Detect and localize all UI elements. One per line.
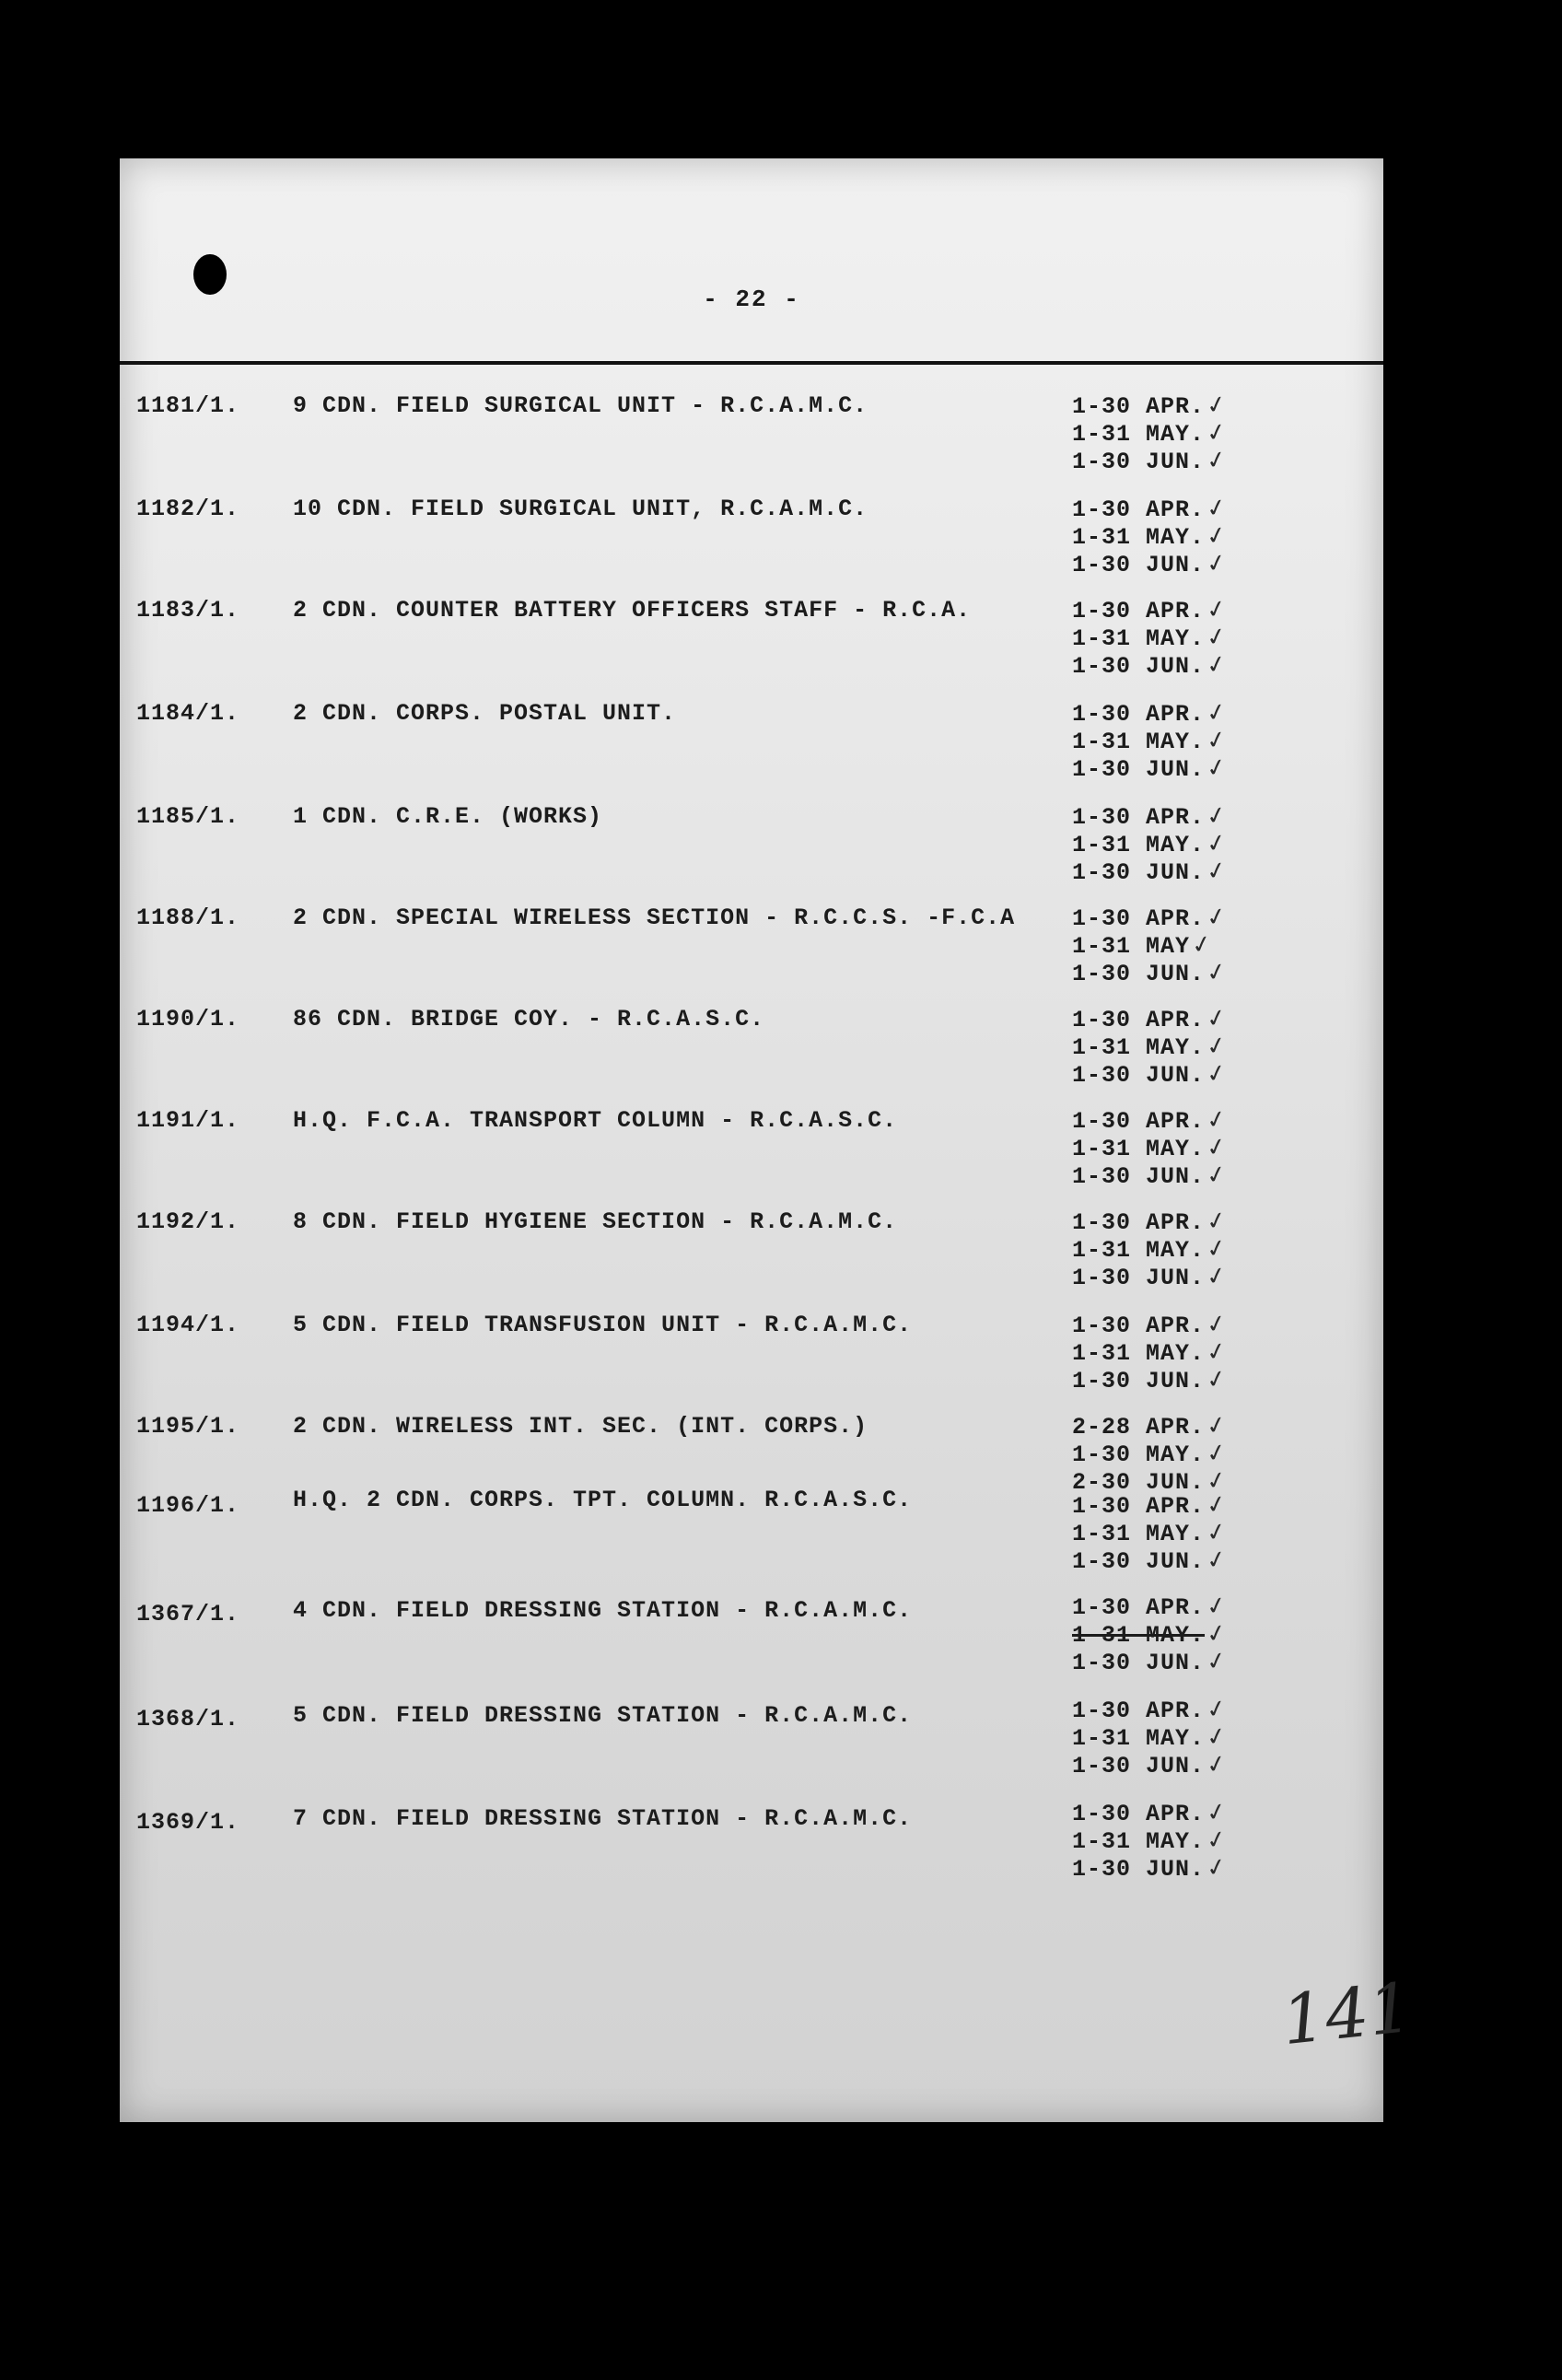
check-mark-icon: ✓: [1204, 901, 1230, 934]
date-line: 1-30 MAY.✓: [1072, 1437, 1230, 1470]
entry-dates: [1072, 593, 1256, 682]
ledger-list: [120, 158, 1383, 2122]
check-mark-icon: ✓: [1204, 648, 1230, 682]
date-line: 1-31 MAY.✓: [1072, 519, 1230, 553]
entry-unit: H.Q. 2 CDN. CORPS. TPT. COLUMN. R.C.A.S.C.: [293, 1487, 913, 1513]
entry-dates: [1072, 389, 1256, 477]
date-line: 1-30 JUN.✓: [1072, 1363, 1230, 1396]
check-mark-icon: ✓: [1204, 752, 1230, 785]
check-mark-icon: ✓: [1204, 1103, 1230, 1137]
date-line: 1-30 APR.✓: [1072, 1205, 1230, 1238]
date-line: 1-30 JUN.✓: [1072, 444, 1230, 477]
entry-unit: 8 CDN. FIELD HYGIENE SECTION - R.C.A.M.C.: [293, 1208, 898, 1235]
entry-ref: 1192/1.: [136, 1208, 240, 1235]
entry-unit: 9 CDN. FIELD SURGICAL UNIT - R.C.A.M.C.: [293, 392, 868, 419]
date-line: 1-31 MAY.✓: [1072, 1824, 1230, 1857]
check-mark-icon: ✓: [1204, 696, 1230, 729]
entry-ref: 1195/1.: [136, 1413, 240, 1440]
entry-ref: 1367/1.: [136, 1601, 240, 1628]
check-mark-icon: ✓: [1204, 1824, 1230, 1857]
check-mark-icon: ✓: [1204, 1057, 1230, 1091]
entry-ref: 1182/1.: [136, 496, 240, 522]
date-line: 1-31 MAY.✓: [1072, 827, 1230, 860]
ledger-row: [120, 492, 1383, 588]
entry-dates: [1072, 696, 1256, 785]
check-mark-icon: ✓: [1204, 1796, 1230, 1829]
date-line: 1-31 MAY✓: [1072, 928, 1216, 962]
date-line: 1-31 MAY.✓: [1072, 724, 1230, 757]
entry-ref: 1369/1.: [136, 1809, 240, 1836]
check-mark-icon: ✓: [1204, 1131, 1230, 1164]
date-line: 2-30 JUN.✓: [1072, 1464, 1230, 1498]
entry-unit: 5 CDN. FIELD TRANSFUSION UNIT - R.C.A.M.C.: [293, 1312, 913, 1338]
date-line: 1-30 APR.✓: [1072, 1488, 1230, 1522]
ledger-row: [120, 901, 1383, 997]
date-line: 1-30 APR.✓: [1072, 1693, 1230, 1726]
entry-unit: 86 CDN. BRIDGE COY. - R.C.A.S.C.: [293, 1006, 765, 1032]
ledger-row: [120, 1002, 1383, 1098]
date-line: 1-30 APR.✓: [1072, 799, 1230, 833]
check-mark-icon: ✓: [1204, 1721, 1230, 1754]
ledger-row: [120, 696, 1383, 792]
check-mark-icon: ✓: [1204, 1308, 1230, 1341]
date-line: 1-30 APR.✓: [1072, 1796, 1230, 1829]
entry-ref: 1190/1.: [136, 1006, 240, 1032]
check-mark-icon: ✓: [1204, 1590, 1230, 1623]
check-mark-icon: ✓: [1204, 1363, 1230, 1396]
check-mark-icon: ✓: [1204, 1002, 1230, 1035]
date-line: 1-31 MAY.✓: [1072, 1516, 1230, 1549]
entry-dates: [1072, 1103, 1256, 1192]
entry-dates: [1072, 1409, 1256, 1498]
entry-unit: 2 CDN. WIRELESS INT. SEC. (INT. CORPS.): [293, 1413, 868, 1440]
date-line: 1-30 JUN.✓: [1072, 752, 1230, 785]
ledger-row: [120, 1103, 1383, 1199]
entry-dates: [1072, 1488, 1256, 1577]
check-mark-icon: ✓: [1204, 1693, 1230, 1726]
date-line: 1-31 MAY.✓: [1072, 416, 1230, 449]
entry-unit: 2 CDN. COUNTER BATTERY OFFICERS STAFF - R.C.A.: [293, 597, 972, 624]
date-line: 2-28 APR.✓: [1072, 1409, 1230, 1442]
entry-dates: [1072, 1796, 1256, 1884]
entry-dates: [1072, 1002, 1256, 1091]
date-line-struck: 1-31 MAY.✓: [1072, 1617, 1230, 1651]
entry-dates: [1072, 901, 1256, 989]
date-line: 1-30 JUN.✓: [1072, 956, 1230, 989]
entry-dates: [1072, 799, 1256, 888]
entry-ref: 1191/1.: [136, 1107, 240, 1134]
entry-ref: 1181/1.: [136, 392, 240, 419]
date-line: 1-30 JUN.✓: [1072, 1260, 1230, 1293]
entry-dates: [1072, 1590, 1256, 1678]
check-mark-icon: ✓: [1204, 1260, 1230, 1293]
date-line: 1-30 JUN.✓: [1072, 1057, 1230, 1091]
ledger-row: [120, 1487, 1383, 1584]
entry-ref: 1183/1.: [136, 597, 240, 624]
date-line: 1-30 APR.✓: [1072, 696, 1230, 729]
date-line: 1-30 APR.✓: [1072, 389, 1230, 422]
entry-unit: 10 CDN. FIELD SURGICAL UNIT, R.C.A.M.C.: [293, 496, 868, 522]
check-mark-icon: ✓: [1204, 1232, 1230, 1266]
check-mark-icon: ✓: [1204, 1851, 1230, 1884]
date-line: 1-31 MAY.✓: [1072, 621, 1230, 654]
date-line: 1-30 JUN.✓: [1072, 648, 1230, 682]
check-mark-icon: ✓: [1204, 1488, 1230, 1522]
date-line: 1-30 JUN.✓: [1072, 547, 1230, 580]
check-mark-icon: ✓: [1204, 416, 1230, 449]
entry-ref: 1184/1.: [136, 700, 240, 727]
ledger-row: [120, 1693, 1383, 1798]
entry-ref: 1196/1.: [136, 1492, 240, 1519]
entry-dates: [1072, 492, 1256, 580]
entry-unit: 5 CDN. FIELD DRESSING STATION - R.C.A.M.C.: [293, 1702, 913, 1729]
check-mark-icon: ✓: [1204, 1748, 1230, 1781]
date-line: 1-30 APR.✓: [1072, 1103, 1230, 1137]
check-mark-icon: ✓: [1204, 1409, 1230, 1442]
date-line: 1-30 JUN.✓: [1072, 1645, 1230, 1678]
date-line: 1-31 MAY.✓: [1072, 1131, 1230, 1164]
check-mark-icon: ✓: [1204, 444, 1230, 477]
date-line: 1-30 JUN.✓: [1072, 1544, 1230, 1577]
date-line: 1-31 MAY.✓: [1072, 1336, 1230, 1369]
entry-dates: [1072, 1693, 1256, 1781]
entry-unit: 7 CDN. FIELD DRESSING STATION - R.C.A.M.C.: [293, 1805, 913, 1832]
entry-ref: 1188/1.: [136, 904, 240, 931]
ledger-row: [120, 389, 1383, 484]
check-mark-icon: ✓: [1204, 799, 1230, 833]
page-number: - 22 -: [703, 286, 800, 313]
ledger-row: [120, 1308, 1383, 1404]
date-line: 1-31 MAY.✓: [1072, 1721, 1230, 1754]
entry-unit: H.Q. F.C.A. TRANSPORT COLUMN - R.C.A.S.C.: [293, 1107, 898, 1134]
date-line: 1-30 JUN.✓: [1072, 1851, 1230, 1884]
date-line: 1-31 MAY.✓: [1072, 1030, 1230, 1063]
entry-unit: 1 CDN. C.R.E. (WORKS): [293, 803, 603, 830]
date-line: 1-30 APR.✓: [1072, 593, 1230, 626]
date-line: 1-30 APR.✓: [1072, 901, 1230, 934]
entry-ref: 1368/1.: [136, 1706, 240, 1732]
check-mark-icon: ✓: [1189, 928, 1216, 962]
check-mark-icon: ✓: [1204, 621, 1230, 654]
check-mark-icon: ✓: [1204, 492, 1230, 525]
entry-dates: [1072, 1308, 1256, 1396]
check-mark-icon: ✓: [1204, 389, 1230, 422]
document-page: [120, 158, 1416, 2122]
ledger-row: [120, 799, 1383, 895]
date-line: 1-30 APR.✓: [1072, 1002, 1230, 1035]
entry-unit: 2 CDN. CORPS. POSTAL UNIT.: [293, 700, 677, 727]
date-line: 1-31 MAY.✓: [1072, 1232, 1230, 1266]
ledger-row: [120, 1590, 1383, 1693]
check-mark-icon: ✓: [1204, 519, 1230, 553]
date-line: 1-30 APR.✓: [1072, 1590, 1230, 1623]
check-mark-icon: ✓: [1204, 724, 1230, 757]
check-mark-icon: ✓: [1204, 1544, 1230, 1577]
check-mark-icon: ✓: [1204, 1645, 1230, 1678]
check-mark-icon: ✓: [1204, 1030, 1230, 1063]
check-mark-icon: ✓: [1204, 1205, 1230, 1238]
check-mark-icon: ✓: [1204, 1464, 1230, 1498]
check-mark-icon: ✓: [1204, 855, 1230, 888]
check-mark-icon: ✓: [1204, 1159, 1230, 1192]
folio-number: 141: [1277, 1967, 1416, 2061]
ledger-row: [120, 1796, 1383, 1901]
ledger-row: [120, 1205, 1383, 1301]
ledger-row: [120, 593, 1383, 689]
date-line: 1-30 JUN.✓: [1072, 1748, 1230, 1781]
check-mark-icon: ✓: [1204, 1617, 1230, 1651]
check-mark-icon: ✓: [1204, 956, 1230, 989]
date-line: 1-30 JUN.✓: [1072, 855, 1230, 888]
check-mark-icon: ✓: [1204, 1516, 1230, 1549]
check-mark-icon: ✓: [1204, 593, 1230, 626]
date-line: 1-30 APR.✓: [1072, 492, 1230, 525]
check-mark-icon: ✓: [1204, 827, 1230, 860]
check-mark-icon: ✓: [1204, 1437, 1230, 1470]
entry-dates: [1072, 1205, 1256, 1293]
date-line: 1-30 APR.✓: [1072, 1308, 1230, 1341]
date-line: 1-30 JUN.✓: [1072, 1159, 1230, 1192]
entry-unit: 2 CDN. SPECIAL WIRELESS SECTION - R.C.C.S. -F.C.A: [293, 904, 1016, 931]
entry-ref: 1194/1.: [136, 1312, 240, 1338]
check-mark-icon: ✓: [1204, 1336, 1230, 1369]
entry-ref: 1185/1.: [136, 803, 240, 830]
entry-unit: 4 CDN. FIELD DRESSING STATION - R.C.A.M.C.: [293, 1597, 913, 1624]
check-mark-icon: ✓: [1204, 547, 1230, 580]
